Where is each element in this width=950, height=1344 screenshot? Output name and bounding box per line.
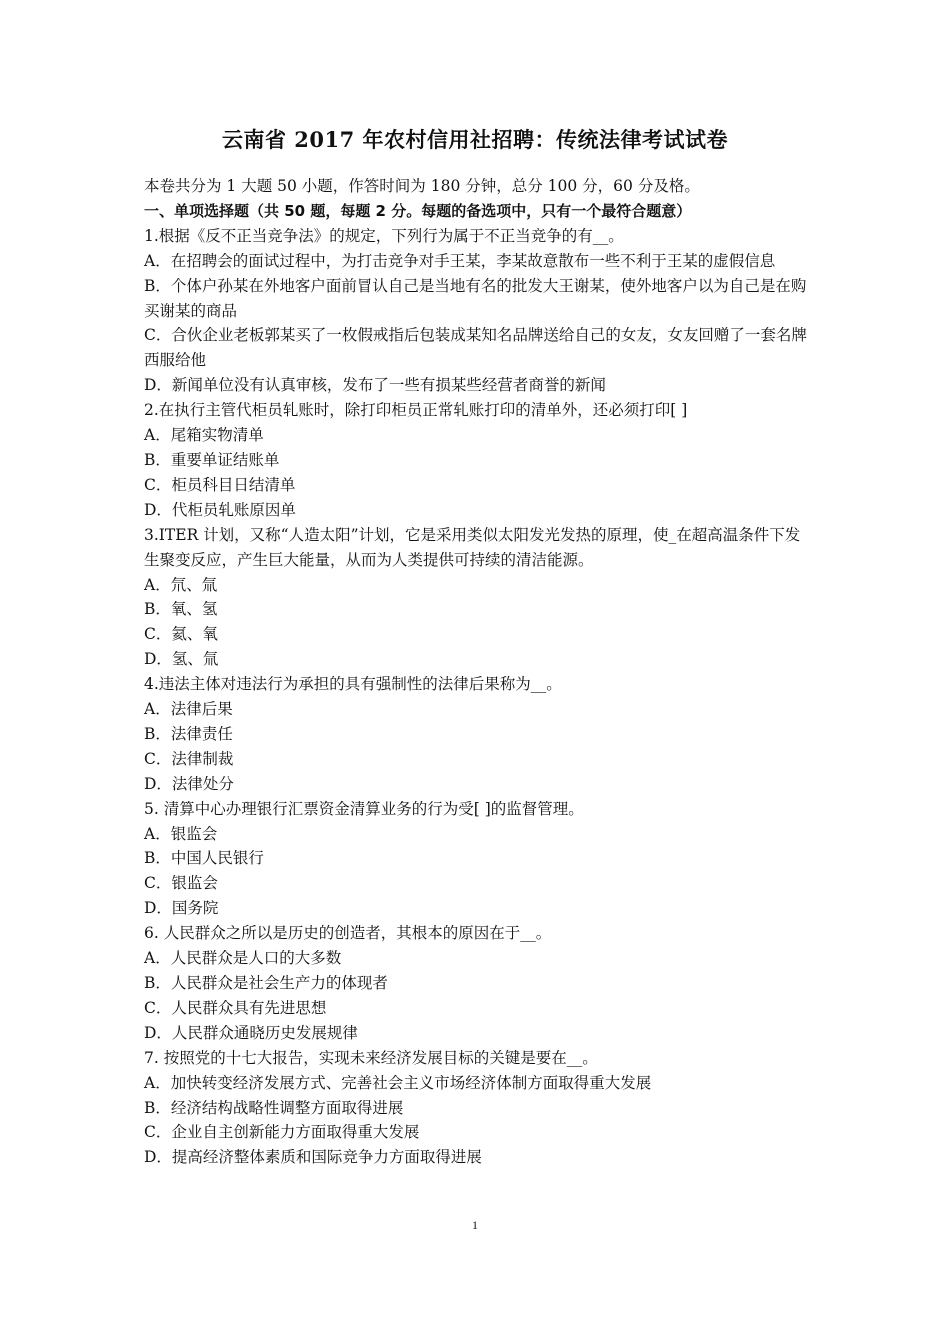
question-5: 5. 清算中心办理银行汇票资金清算业务的行为受[ ]的监督管理。 bbox=[144, 799, 584, 818]
question-4-option-a: A．法律后果 bbox=[144, 700, 233, 719]
question-2-option-a: A．尾箱实物清单 bbox=[144, 426, 264, 445]
question-5-option-a: A．银监会 bbox=[144, 824, 218, 843]
question-5-option-d: D．国务院 bbox=[144, 899, 219, 918]
question-5-option-b: B．中国人民银行 bbox=[144, 849, 264, 868]
question-1-option-b: B．个体户孙某在外地客户面前冒认自己是当地有名的批发大王谢某，使外地客户以为自己是在购买谢某的商品 bbox=[144, 276, 807, 320]
question-2: 2.在执行主管代柜员轧账时，除打印柜员正常轧账打印的清单外，还必须打印[ ] bbox=[144, 401, 688, 420]
question-7-option-a: A．加快转变经济发展方式、完善社会主义市场经济体制方面取得重大发展 bbox=[144, 1073, 652, 1092]
section-heading: 一、单项选择题（共 50 题，每题 2 分。每题的备选项中，只有一个最符合题意） bbox=[144, 201, 692, 220]
question-7: 7. 按照党的十七大报告，实现未来经济发展目标的关键是要在__。 bbox=[144, 1048, 598, 1067]
question-3-option-d: D．氢、氚 bbox=[144, 650, 219, 669]
question-1-option-d: D．新闻单位没有认真审核，发布了一些有损某些经营者商誉的新闻 bbox=[144, 376, 606, 395]
question-7-option-c: C．企业自主创新能力方面取得重大发展 bbox=[144, 1123, 420, 1142]
question-2-option-c: C．柜员科目日结清单 bbox=[144, 475, 296, 494]
question-7-option-b: B．经济结构战略性调整方面取得进展 bbox=[144, 1098, 404, 1117]
document-title: 云南省 2017 年农村信用社招聘：传统法律考试试卷 bbox=[221, 127, 729, 152]
question-6-option-d: D．人民群众通晓历史发展规律 bbox=[144, 1023, 358, 1042]
question-2-option-d: D．代柜员轧账原因单 bbox=[144, 500, 296, 519]
question-1: 1.根据《反不正当竞争法》的规定，下列行为属于不正当竞争的有__。 bbox=[144, 226, 624, 245]
question-1-option-c: C．合伙企业老板郭某买了一枚假戒指后包装成某知名品牌送给自己的女友，女友回赠了一套名牌西服给他 bbox=[144, 326, 807, 370]
page-number: 1 bbox=[472, 1218, 478, 1232]
question-5-option-c: C．银监会 bbox=[144, 874, 218, 893]
question-2-option-b: B．重要单证结账单 bbox=[144, 450, 280, 469]
question-4: 4.违法主体对违法行为承担的具有强制性的法律后果称为__。 bbox=[144, 675, 562, 694]
question-4-option-c: C．法律制裁 bbox=[144, 749, 234, 768]
question-3-option-b: B．氧、氢 bbox=[144, 600, 218, 619]
document-body bbox=[144, 174, 812, 1170]
question-4-option-b: B．法律责任 bbox=[144, 724, 233, 743]
question-6-option-a: A．人民群众是人口的大多数 bbox=[144, 949, 342, 968]
question-7-option-d: D．提高经济整体素质和国际竞争力方面取得进展 bbox=[144, 1148, 482, 1167]
question-4-option-d: D．法律处分 bbox=[144, 774, 234, 793]
question-3: 3.ITER 计划，又称“人造太阳”计划，它是采用类似太阳发光发热的原理，使_在超高温条件下发生聚变反应，产生巨大能量，从而为人类提供可持续的清洁能源。 bbox=[144, 525, 801, 569]
question-1-option-a: A．在招聘会的面试过程中，为打击竞争对手王某，李某故意散布一些不利于王某的虚假信息 bbox=[144, 251, 776, 270]
question-3-option-a: A．氘、氚 bbox=[144, 575, 218, 594]
question-6: 6. 人民群众之所以是历史的创造者，其根本的原因在于__。 bbox=[144, 924, 552, 943]
question-6-option-b: B．人民群众是社会生产力的体现者 bbox=[144, 974, 388, 992]
question-6-option-c: C．人民群众具有先进思想 bbox=[144, 998, 327, 1017]
exam-intro: 本卷共分为 1 大题 50 小题，作答时间为 180 分钟，总分 100 分，60 分及格。 bbox=[144, 177, 700, 195]
question-3-option-c: C．氦、氧 bbox=[144, 625, 218, 644]
